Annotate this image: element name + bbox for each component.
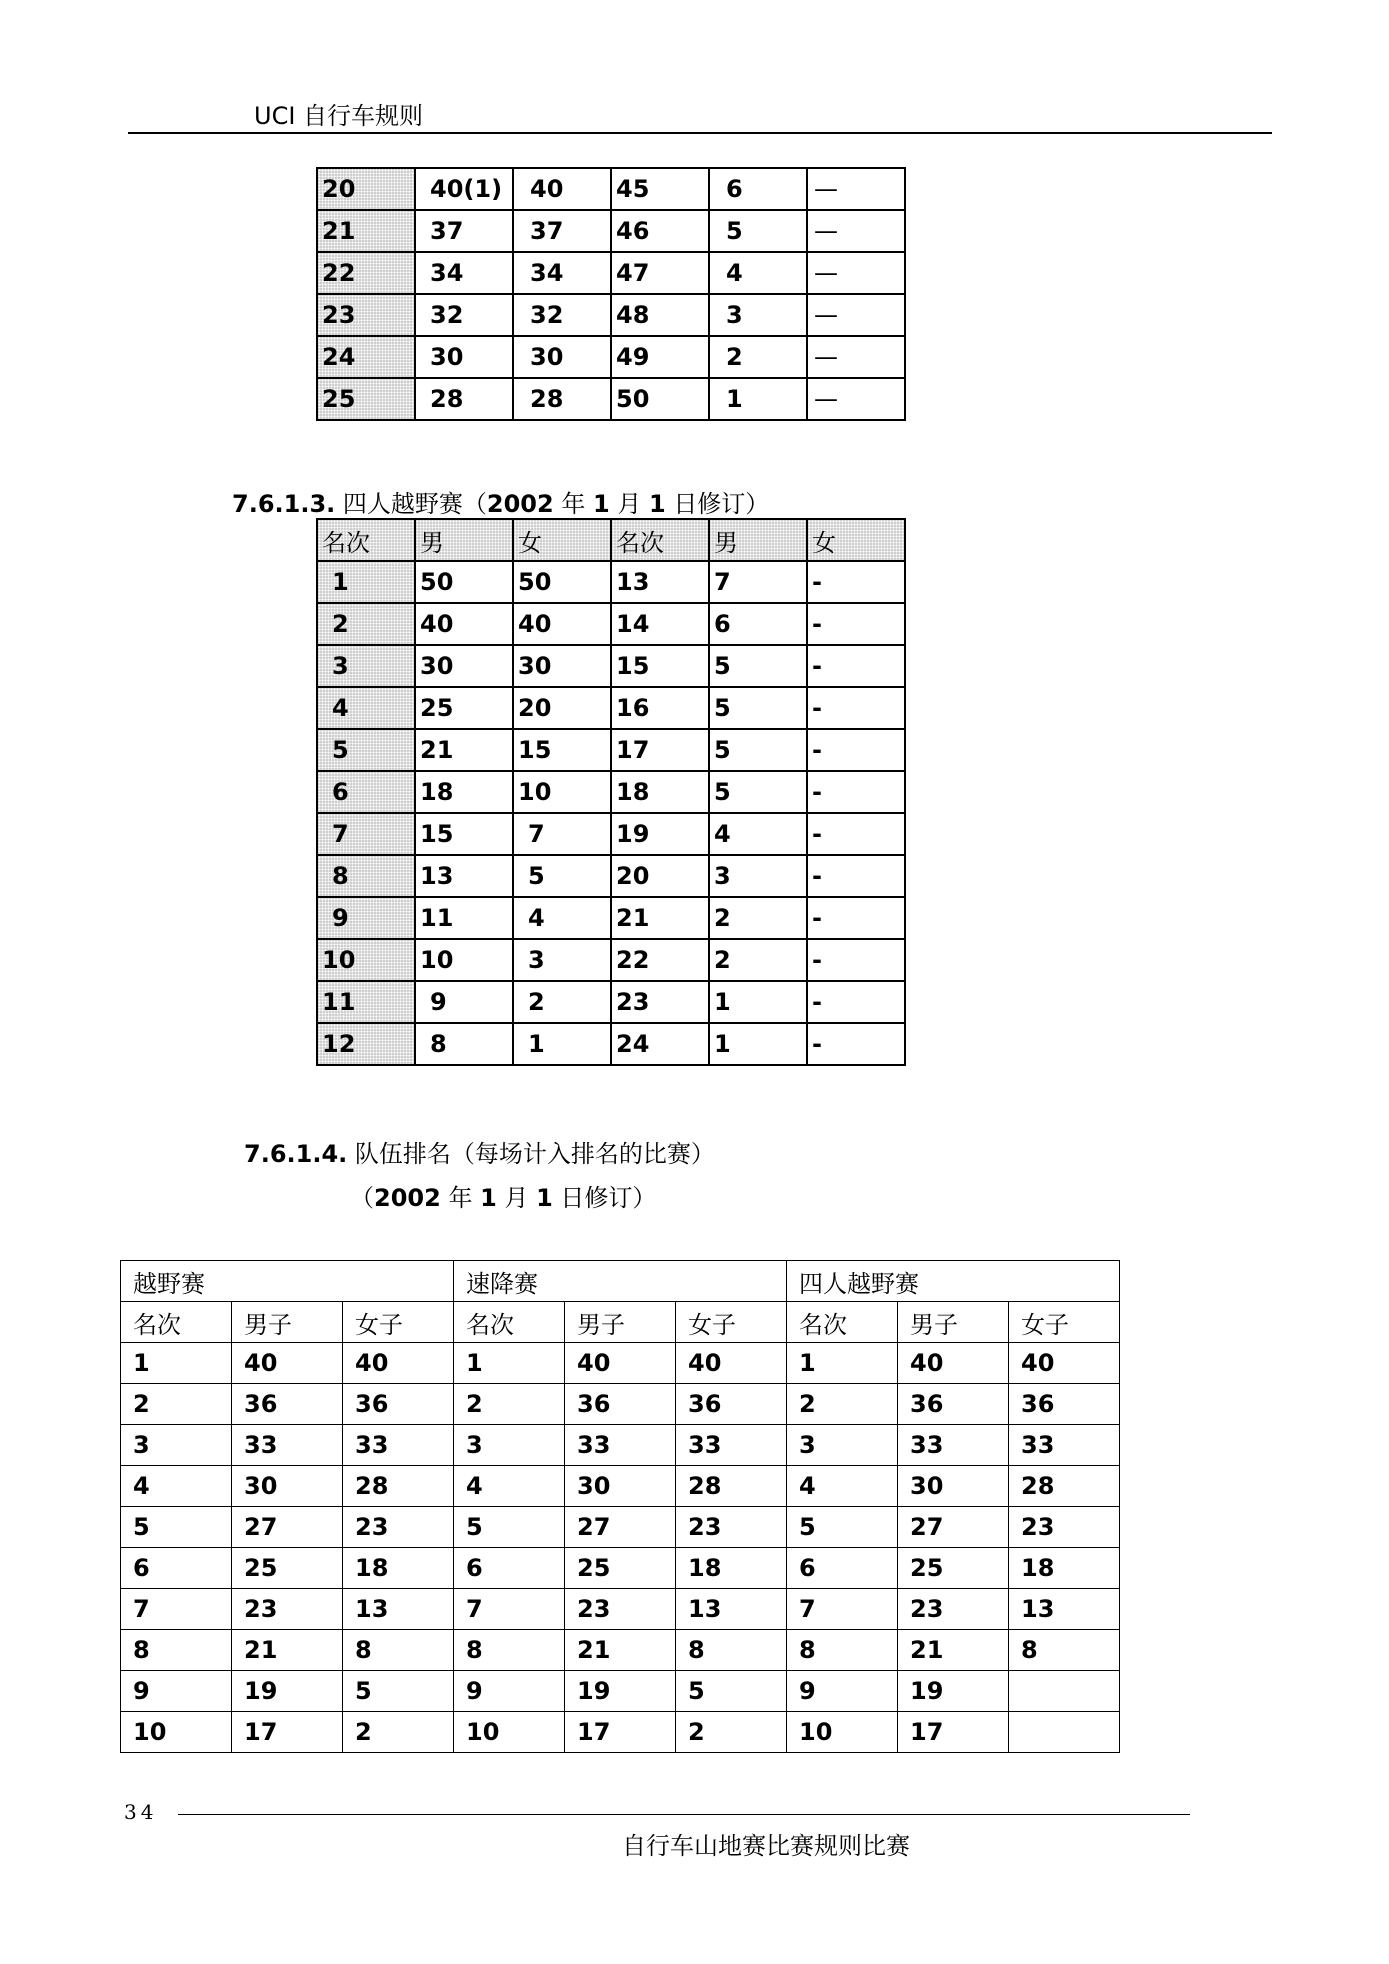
table-cell: -	[807, 603, 905, 645]
table-row	[317, 378, 905, 420]
header-rule	[128, 132, 1272, 134]
table-cell: 46	[611, 210, 709, 252]
table-cell: 5	[317, 729, 415, 771]
column-header: 男	[709, 519, 807, 561]
table-cell: 9	[787, 1671, 898, 1712]
table-cell: -	[807, 729, 905, 771]
column-header: 名次	[611, 519, 709, 561]
table-cell: 40	[232, 1343, 343, 1384]
table-cell: 8	[121, 1630, 232, 1671]
table-cell: 23	[611, 981, 709, 1023]
table-cell: -	[807, 855, 905, 897]
table-cell: 6	[709, 603, 807, 645]
table-cell: 2	[121, 1384, 232, 1425]
table-cell: 13	[343, 1589, 454, 1630]
table-cell: 1	[454, 1343, 565, 1384]
column-header: 女子	[343, 1302, 454, 1343]
table-cell: 30	[513, 336, 611, 378]
table-row	[121, 1507, 1120, 1548]
table-cell: 10	[415, 939, 513, 981]
table-cell: 7	[787, 1589, 898, 1630]
table-cell: 21	[611, 897, 709, 939]
table-cell: 7	[121, 1589, 232, 1630]
table-cell: 33	[898, 1425, 1009, 1466]
table-cell: 45	[611, 168, 709, 210]
table-row	[317, 561, 905, 603]
footer-rule	[178, 1814, 1190, 1815]
table-row	[317, 1023, 905, 1065]
table-cell: 1	[709, 1023, 807, 1065]
table-cell: —	[807, 210, 905, 252]
table-cell: -	[807, 939, 905, 981]
column-header: 名次	[121, 1302, 232, 1343]
table-row	[317, 252, 905, 294]
table-cell: 6	[317, 771, 415, 813]
table-cell: 4	[513, 897, 611, 939]
points-table-4x	[316, 518, 906, 1066]
table-cell: 15	[415, 813, 513, 855]
table-cell: 21	[898, 1630, 1009, 1671]
column-header: 男子	[565, 1302, 676, 1343]
table-row	[121, 1712, 1120, 1753]
table-cell: -	[807, 561, 905, 603]
table-row	[317, 168, 905, 210]
table-cell: 48	[611, 294, 709, 336]
table-cell: 1	[317, 561, 415, 603]
table-row	[121, 1589, 1120, 1630]
column-header: 名次	[787, 1302, 898, 1343]
table-cell: 13	[1009, 1589, 1120, 1630]
table-cell: 17	[565, 1712, 676, 1753]
table-cell: 20	[317, 168, 415, 210]
title-day-char: 日修订）	[560, 1184, 657, 1212]
table-cell: 30	[898, 1466, 1009, 1507]
table-cell: 6	[709, 168, 807, 210]
column-header: 女子	[676, 1302, 787, 1343]
table-cell: 12	[317, 1023, 415, 1065]
table-cell: 27	[565, 1507, 676, 1548]
table-row	[317, 603, 905, 645]
table-cell: —	[807, 252, 905, 294]
table-cell: 37	[513, 210, 611, 252]
table-cell: 17	[611, 729, 709, 771]
table-cell: 5	[343, 1671, 454, 1712]
table-cell: 40(1)	[415, 168, 513, 210]
table-cell: 2	[317, 603, 415, 645]
table-cell: 5	[676, 1671, 787, 1712]
table-cell: 50	[415, 561, 513, 603]
table-row	[317, 336, 905, 378]
table-cell: 33	[1009, 1425, 1120, 1466]
table-cell: 18	[415, 771, 513, 813]
table-cell: 2	[787, 1384, 898, 1425]
table-cell: 25	[565, 1548, 676, 1589]
table-cell: 9	[415, 981, 513, 1023]
table-cell: 28	[415, 378, 513, 420]
table-cell: 13	[676, 1589, 787, 1630]
table-cell: 32	[513, 294, 611, 336]
table-cell: 28	[676, 1466, 787, 1507]
table-cell: 24	[317, 336, 415, 378]
table-cell: 17	[232, 1712, 343, 1753]
table-cell: 10	[454, 1712, 565, 1753]
table-cell: —	[807, 294, 905, 336]
table-cell: 40	[565, 1343, 676, 1384]
table-cell: 27	[232, 1507, 343, 1548]
table-cell: 23	[565, 1589, 676, 1630]
table-cell: 40	[343, 1343, 454, 1384]
table-cell: 36	[676, 1384, 787, 1425]
column-header: 女子	[1009, 1302, 1120, 1343]
table-cell: 47	[611, 252, 709, 294]
table-cell: 14	[611, 603, 709, 645]
table-cell: 36	[898, 1384, 1009, 1425]
table-cell: 4	[454, 1466, 565, 1507]
section-title-team-date	[350, 1178, 656, 1213]
title-day: 1	[536, 1184, 553, 1212]
table-cell: 30	[232, 1466, 343, 1507]
group-header: 越野赛	[121, 1261, 454, 1302]
table-cell: 23	[1009, 1507, 1120, 1548]
title-month-char: 月	[504, 1184, 529, 1212]
table-cell: 21	[232, 1630, 343, 1671]
table-cell: 3	[454, 1425, 565, 1466]
table-cell: 25	[898, 1548, 1009, 1589]
table-cell: 3	[709, 855, 807, 897]
section-title-team	[244, 1134, 715, 1169]
column-header: 女	[807, 519, 905, 561]
table-cell: 18	[343, 1548, 454, 1589]
table-cell: 21	[415, 729, 513, 771]
group-header: 四人越野赛	[787, 1261, 1120, 1302]
table-header-row	[317, 519, 905, 561]
table-cell: -	[807, 813, 905, 855]
table-cell: 40	[513, 603, 611, 645]
table-cell	[1009, 1671, 1120, 1712]
table-row	[121, 1425, 1120, 1466]
title-year: 2002	[374, 1184, 441, 1212]
footer-text: 自行车山地赛比赛规则比赛	[622, 1832, 910, 1860]
table-cell: 40	[513, 168, 611, 210]
table-row	[121, 1630, 1120, 1671]
table-cell: 18	[1009, 1548, 1120, 1589]
table-cell: 2	[709, 897, 807, 939]
table-cell: 25	[232, 1548, 343, 1589]
table-cell: 7	[454, 1589, 565, 1630]
table-cell: 50	[513, 561, 611, 603]
section-title-4x	[232, 484, 769, 519]
table-cell: 30	[415, 645, 513, 687]
group-header-row	[121, 1261, 1120, 1302]
table-row	[121, 1384, 1120, 1425]
table-cell: 8	[454, 1630, 565, 1671]
section-number: 7.6.1.3.	[232, 490, 336, 518]
table-cell: 50	[611, 378, 709, 420]
table-cell: 5	[513, 855, 611, 897]
table-cell: 6	[454, 1548, 565, 1589]
table-cell: 5	[709, 687, 807, 729]
column-header: 男子	[232, 1302, 343, 1343]
title-day-char: 日修订）	[673, 490, 770, 518]
table-cell: 9	[454, 1671, 565, 1712]
table-row	[317, 771, 905, 813]
table-cell: 34	[415, 252, 513, 294]
table-cell: 25	[317, 378, 415, 420]
column-header: 名次	[454, 1302, 565, 1343]
table-cell: 24	[611, 1023, 709, 1065]
table-cell: 10	[317, 939, 415, 981]
table-row	[317, 981, 905, 1023]
table-cell: 28	[1009, 1466, 1120, 1507]
table-cell: 10	[513, 771, 611, 813]
table-row	[317, 813, 905, 855]
table-cell: 4	[709, 813, 807, 855]
table-cell: 23	[676, 1507, 787, 1548]
table-cell: 36	[565, 1384, 676, 1425]
table-cell: 5	[709, 645, 807, 687]
table-cell: 28	[343, 1466, 454, 1507]
title-year-char: 年	[561, 490, 586, 518]
table-cell: 3	[121, 1425, 232, 1466]
table-cell: 37	[415, 210, 513, 252]
table-cell: 9	[121, 1671, 232, 1712]
table-cell: -	[807, 897, 905, 939]
table-cell: 22	[611, 939, 709, 981]
table-cell: 3	[317, 645, 415, 687]
table-cell: 6	[121, 1548, 232, 1589]
table-cell: 16	[611, 687, 709, 729]
table-cell: 27	[898, 1507, 1009, 1548]
table-row	[121, 1548, 1120, 1589]
table-cell: 13	[611, 561, 709, 603]
column-header: 男	[415, 519, 513, 561]
table-cell: 3	[513, 939, 611, 981]
table-cell: -	[807, 687, 905, 729]
table-cell: 33	[565, 1425, 676, 1466]
table-cell: -	[807, 1023, 905, 1065]
table-cell: 2	[709, 336, 807, 378]
table-cell: 20	[513, 687, 611, 729]
table-cell: 32	[415, 294, 513, 336]
section-number: 7.6.1.4.	[244, 1140, 348, 1168]
table-cell: 33	[676, 1425, 787, 1466]
table-row	[317, 939, 905, 981]
table-cell: 2	[513, 981, 611, 1023]
title-year: 2002	[486, 490, 554, 518]
table-cell: 22	[317, 252, 415, 294]
table-cell: -	[807, 981, 905, 1023]
table-cell: 5	[709, 771, 807, 813]
table-row	[317, 687, 905, 729]
table-cell: 40	[415, 603, 513, 645]
table-cell: 30	[415, 336, 513, 378]
table-cell: 4	[121, 1466, 232, 1507]
table-cell: 23	[317, 294, 415, 336]
title-month: 1	[480, 1184, 497, 1212]
table-cell: 19	[565, 1671, 676, 1712]
table-cell: 30	[565, 1466, 676, 1507]
table-cell: 8	[415, 1023, 513, 1065]
table-cell: 30	[513, 645, 611, 687]
section-title-text: 队伍排名（每场计入排名的比赛）	[354, 1140, 715, 1168]
table-cell: 40	[676, 1343, 787, 1384]
table-cell: 18	[611, 771, 709, 813]
table-cell: 15	[611, 645, 709, 687]
table-cell: 8	[676, 1630, 787, 1671]
table-cell: 1	[709, 378, 807, 420]
table-cell: 11	[317, 981, 415, 1023]
column-header: 男子	[898, 1302, 1009, 1343]
table-cell: 33	[343, 1425, 454, 1466]
team-ranking-table	[120, 1260, 1120, 1753]
table-cell: 13	[415, 855, 513, 897]
table-cell: 40	[898, 1343, 1009, 1384]
table-cell: 3	[787, 1425, 898, 1466]
section-title-text: 四人越野赛（	[342, 490, 487, 518]
table-row	[317, 729, 905, 771]
table-row	[121, 1466, 1120, 1507]
table-cell: 5	[454, 1507, 565, 1548]
table-cell: 6	[787, 1548, 898, 1589]
table-cell: 21	[565, 1630, 676, 1671]
table-cell: 19	[898, 1671, 1009, 1712]
table-cell: 28	[513, 378, 611, 420]
table-cell: 7	[317, 813, 415, 855]
table-cell: —	[807, 168, 905, 210]
table-cell: 1	[513, 1023, 611, 1065]
group-header: 速降赛	[454, 1261, 787, 1302]
table-cell: 5	[709, 210, 807, 252]
table-header-row	[121, 1302, 1120, 1343]
table-cell: 2	[454, 1384, 565, 1425]
table-cell: 9	[317, 897, 415, 939]
table-cell: 25	[415, 687, 513, 729]
table-cell: 5	[121, 1507, 232, 1548]
title-month-char: 月	[617, 490, 642, 518]
table-cell: 10	[121, 1712, 232, 1753]
table-cell: 18	[676, 1548, 787, 1589]
table-cell: 8	[317, 855, 415, 897]
title-paren: （	[350, 1184, 374, 1212]
table-cell: 15	[513, 729, 611, 771]
table-cell: 19	[611, 813, 709, 855]
points-table-continuation	[316, 167, 906, 421]
column-header: 名次	[317, 519, 415, 561]
table-cell: 2	[676, 1712, 787, 1753]
table-cell: —	[807, 378, 905, 420]
table-row	[317, 897, 905, 939]
table-row	[317, 210, 905, 252]
page-number: 34	[124, 1800, 158, 1824]
table-cell: 23	[343, 1507, 454, 1548]
table-cell: 23	[232, 1589, 343, 1630]
table-cell: 1	[709, 981, 807, 1023]
table-cell: 33	[232, 1425, 343, 1466]
table-cell: 23	[898, 1589, 1009, 1630]
table-cell: 1	[787, 1343, 898, 1384]
table-cell: 36	[232, 1384, 343, 1425]
table-cell: 5	[787, 1507, 898, 1548]
table-cell: 34	[513, 252, 611, 294]
table-cell: 8	[1009, 1630, 1120, 1671]
table-cell: 40	[1009, 1343, 1120, 1384]
table-cell: 10	[787, 1712, 898, 1753]
table-cell: 5	[709, 729, 807, 771]
title-year-char: 年	[448, 1184, 473, 1212]
column-header: 女	[513, 519, 611, 561]
table-cell: 17	[898, 1712, 1009, 1753]
table-cell: 4	[709, 252, 807, 294]
table-row	[121, 1671, 1120, 1712]
table-cell: 7	[709, 561, 807, 603]
table-cell: 49	[611, 336, 709, 378]
table-row	[317, 294, 905, 336]
table-cell: 20	[611, 855, 709, 897]
table-cell: 11	[415, 897, 513, 939]
table-cell: 2	[343, 1712, 454, 1753]
table-cell: 36	[343, 1384, 454, 1425]
table-cell: 1	[121, 1343, 232, 1384]
table-cell: 36	[1009, 1384, 1120, 1425]
table-cell: 8	[787, 1630, 898, 1671]
table-row	[121, 1343, 1120, 1384]
table-cell: —	[807, 336, 905, 378]
title-month: 1	[592, 490, 610, 518]
table-cell: 8	[343, 1630, 454, 1671]
table-cell: 21	[317, 210, 415, 252]
table-cell: -	[807, 771, 905, 813]
table-cell: 7	[513, 813, 611, 855]
title-day: 1	[648, 490, 666, 518]
table-row	[317, 645, 905, 687]
table-cell: 3	[709, 294, 807, 336]
table-cell	[1009, 1712, 1120, 1753]
table-cell: 4	[787, 1466, 898, 1507]
page-header-title: UCI 自行车规则	[254, 102, 424, 130]
table-cell: -	[807, 645, 905, 687]
table-cell: 2	[709, 939, 807, 981]
table-cell: 19	[232, 1671, 343, 1712]
table-cell: 4	[317, 687, 415, 729]
table-row	[317, 855, 905, 897]
